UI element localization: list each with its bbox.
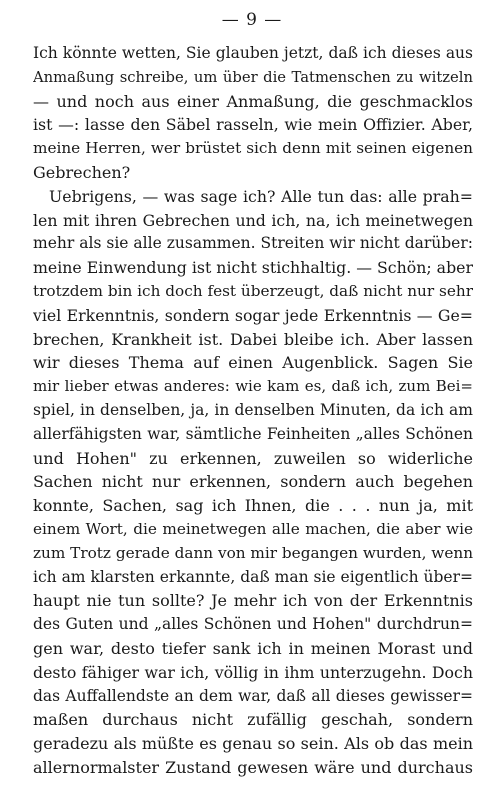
- text-line: ich am klarsten erkannte, daß man sie eigentlich über=: [33, 567, 473, 586]
- text-line: geradezu als müßte es genau so sein. Als ob das mein: [33, 734, 473, 754]
- text-line: haupt nie tun sollte? Je mehr ich von der Erkenntnis: [33, 591, 473, 611]
- text-line: Sachen nicht nur erkennen, sondern auch begehen: [33, 472, 473, 492]
- text-line: des Guten und „alles Schönen und Hohen" durchdrun=: [33, 615, 473, 634]
- paragraph: [33, 42, 473, 185]
- text-line: trotzdem bin ich doch fest überzeugt, daß nicht nur sehr: [33, 281, 473, 300]
- text-line: ist —: lasse den Säbel rasseln, wie mein Offizier. Aber,: [33, 115, 473, 135]
- text-line: mir lieber etwas anderes: wie kam es, daß ich, zum Bei=: [33, 377, 473, 396]
- text-line: und Hohen" zu erkennen, zuweilen so widerliche: [33, 448, 473, 468]
- text-line: maßen durchaus nicht zufällig geschah, sondern: [33, 710, 473, 730]
- text-line: konnte, Sachen, sag ich Ihnen, die . . . nun ja, mit: [33, 496, 473, 516]
- text-line: spiel, in denselben, ja, in denselben Minuten, da ich am: [33, 400, 473, 419]
- text-line: meine Einwendung ist nicht stichhaltig. — Schön; aber: [33, 258, 473, 278]
- text-line: zum Trotz gerade dann von mir begangen wurden, wenn: [33, 543, 473, 562]
- text-line: — und noch aus einer Anmaßung, die geschmacklos: [33, 91, 473, 111]
- page-number: — 9 —: [221, 10, 283, 30]
- text-line: Anmaßung schreibe, um über die Tatmenschen zu witzeln: [33, 68, 473, 86]
- text-line: gen war, desto tiefer sank ich in meinen Morast und: [33, 638, 473, 658]
- paragraph: [33, 185, 473, 780]
- text-line: das Auffallendste an dem war, daß all dieses gewisser=: [33, 686, 473, 705]
- text-line: mehr als sie alle zusammen. Streiten wir nicht darüber:: [33, 234, 473, 253]
- text-line: brechen, Krankheit ist. Dabei bleibe ich. Aber lassen: [33, 329, 473, 349]
- text-line: desto fähiger war ich, völlig in ihm unterzugehn. Doch: [33, 662, 473, 682]
- text-line: Ich könnte wetten, Sie glauben jetzt, daß ich dieses aus: [33, 44, 473, 62]
- text-line: viel Erkenntnis, sondern sogar jede Erkenntnis — Ge=: [33, 305, 473, 325]
- text-line: Gebrechen?: [33, 162, 131, 182]
- text-line: allerfähigsten war, sämtliche Feinheiten „alles Schönen: [33, 424, 473, 443]
- text-line: meine Herren, wer brüstet sich denn mit seinen eigenen: [33, 139, 473, 158]
- body-text: [33, 42, 473, 780]
- text-line: allernormalster Zustand gewesen wäre und durchaus: [33, 757, 473, 777]
- text-line: einem Wort, die meinetwegen alle machen, die aber wie: [33, 519, 473, 538]
- text-line: Uebrigens, — was sage ich? Alle tun das: alle prah=: [49, 186, 473, 206]
- text-line: wir dieses Thema auf einen Augenblick. Sagen Sie: [33, 353, 473, 373]
- text-line: len mit ihren Gebrechen und ich, na, ich meinetwegen: [33, 210, 473, 230]
